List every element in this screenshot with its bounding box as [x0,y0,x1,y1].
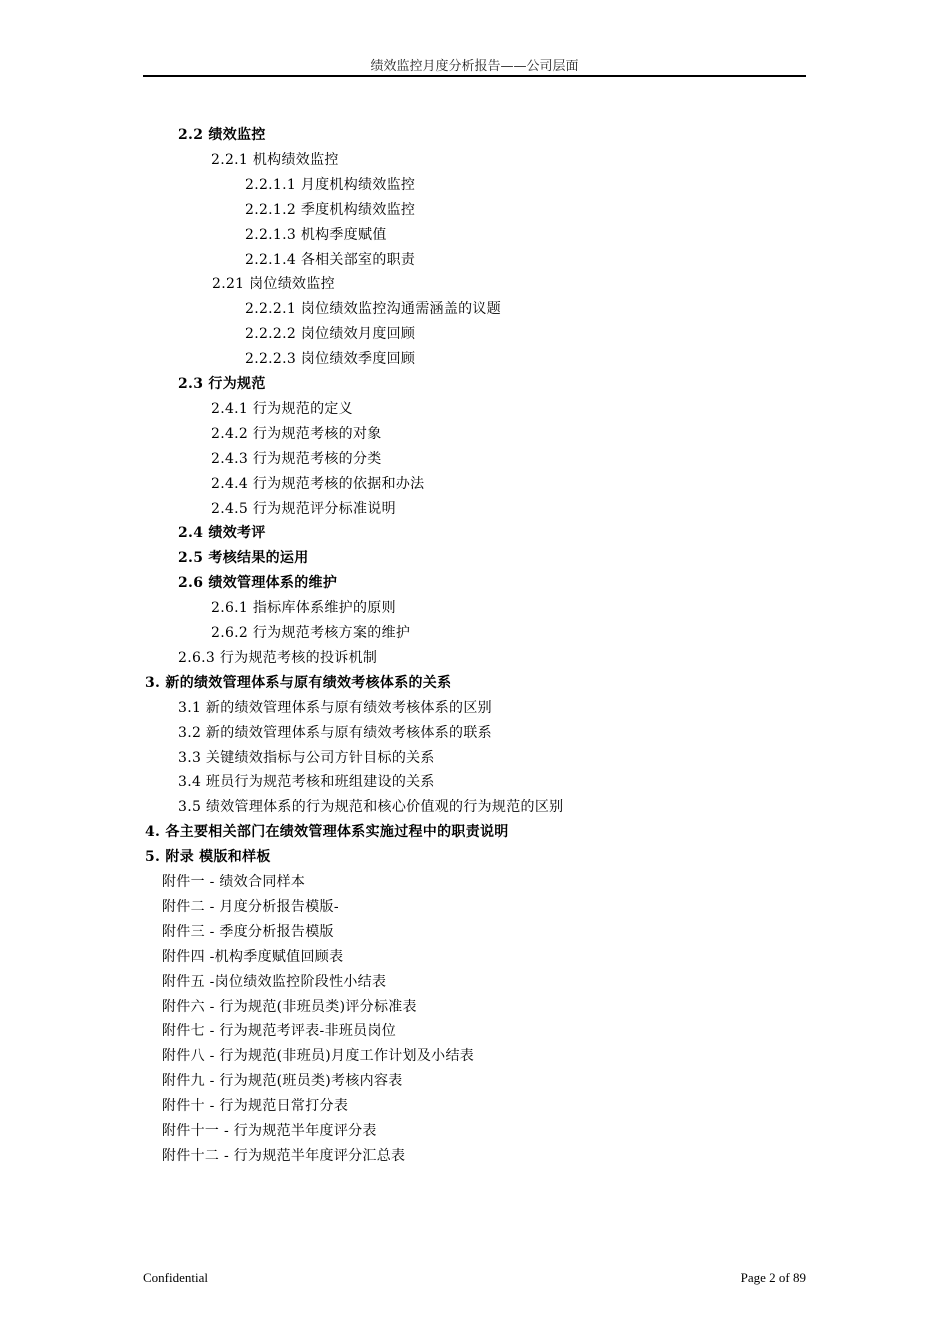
toc-entry: 2.21 岗位绩效监控 [212,276,335,292]
footer-page-number: Page 2 of 89 [740,1270,806,1285]
toc-entry: 2.6.1 指标库体系维护的原则 [211,600,396,616]
toc-heading: 2.3 行为规范 [178,376,266,392]
toc-entry: 附件三 - 季度分析报告模版 [162,924,334,940]
toc-entry: 2.2.1.2 季度机构绩效监控 [245,202,416,218]
toc-entry: 2.2.2.2 岗位绩效月度回顾 [245,326,416,342]
toc-entry: 附件一 - 绩效合同样本 [162,874,306,890]
toc-entry: 2.4.2 行为规范考核的对象 [211,426,382,442]
toc-entry: 2.2.2.1 岗位绩效监控沟通需涵盖的议题 [245,301,502,317]
toc-entry: 附件十一 - 行为规范半年度评分表 [162,1123,377,1139]
toc-entry: 3.2 新的绩效管理体系与原有绩效考核体系的联系 [178,725,492,741]
header-divider [143,75,806,77]
toc-entry: 3.1 新的绩效管理体系与原有绩效考核体系的区别 [178,700,492,716]
toc-entry: 附件六 - 行为规范(非班员类)评分标准表 [162,999,417,1015]
toc-entry: 3.4 班员行为规范考核和班组建设的关系 [178,774,435,790]
toc-heading: 5. 附录 模版和样板 [145,849,271,865]
toc-entry: 2.2.2.3 岗位绩效季度回顾 [245,351,416,367]
toc-entry: 2.4.5 行为规范评分标准说明 [211,501,396,517]
toc-heading: 2.5 考核结果的运用 [178,550,309,566]
toc-entry: 附件十 - 行为规范日常打分表 [162,1098,349,1114]
toc-entry: 3.5 绩效管理体系的行为规范和核心价值观的行为规范的区别 [178,799,564,815]
toc-entry: 2.6.2 行为规范考核方案的维护 [211,625,411,641]
toc-entry: 附件十二 - 行为规范半年度评分汇总表 [162,1148,406,1164]
footer-confidential: Confidential [143,1270,208,1285]
toc-entry: 3.3 关键绩效指标与公司方针目标的关系 [178,750,435,766]
toc-entry: 2.2.1 机构绩效监控 [211,152,339,168]
toc-entry: 附件八 - 行为规范(非班员)月度工作计划及小结表 [162,1048,475,1064]
toc-entry: 附件九 - 行为规范(班员类)考核内容表 [162,1073,403,1089]
toc-heading: 4. 各主要相关部门在绩效管理体系实施过程中的职责说明 [145,824,509,840]
toc-entry: 附件五 -岗位绩效监控阶段性小结表 [162,974,387,990]
page-header-title: 绩效监控月度分析报告——公司层面 [370,59,579,74]
toc-entry: 附件七 - 行为规范考评表-非班员岗位 [162,1023,397,1039]
toc-entry: 2.2.1.4 各相关部室的职责 [245,252,416,268]
toc-entry: 2.4.4 行为规范考核的依据和办法 [211,476,425,492]
toc-entry: 2.4.3 行为规范考核的分类 [211,451,382,467]
toc-heading: 3. 新的绩效管理体系与原有绩效考核体系的关系 [145,675,452,691]
toc-entry: 2.6.3 行为规范考核的投诉机制 [178,650,378,666]
toc-heading: 2.4 绩效考评 [178,525,266,541]
toc-heading: 2.2 绩效监控 [178,127,266,143]
toc-entry: 2.2.1.1 月度机构绩效监控 [245,177,416,193]
toc-entry: 附件四 -机构季度赋值回顾表 [162,949,344,965]
toc-entry: 2.4.1 行为规范的定义 [211,401,353,417]
toc-heading: 2.6 绩效管理体系的维护 [178,575,338,591]
toc-entry: 附件二 - 月度分析报告模版- [162,899,339,915]
toc-entry: 2.2.1.3 机构季度赋值 [245,227,387,243]
